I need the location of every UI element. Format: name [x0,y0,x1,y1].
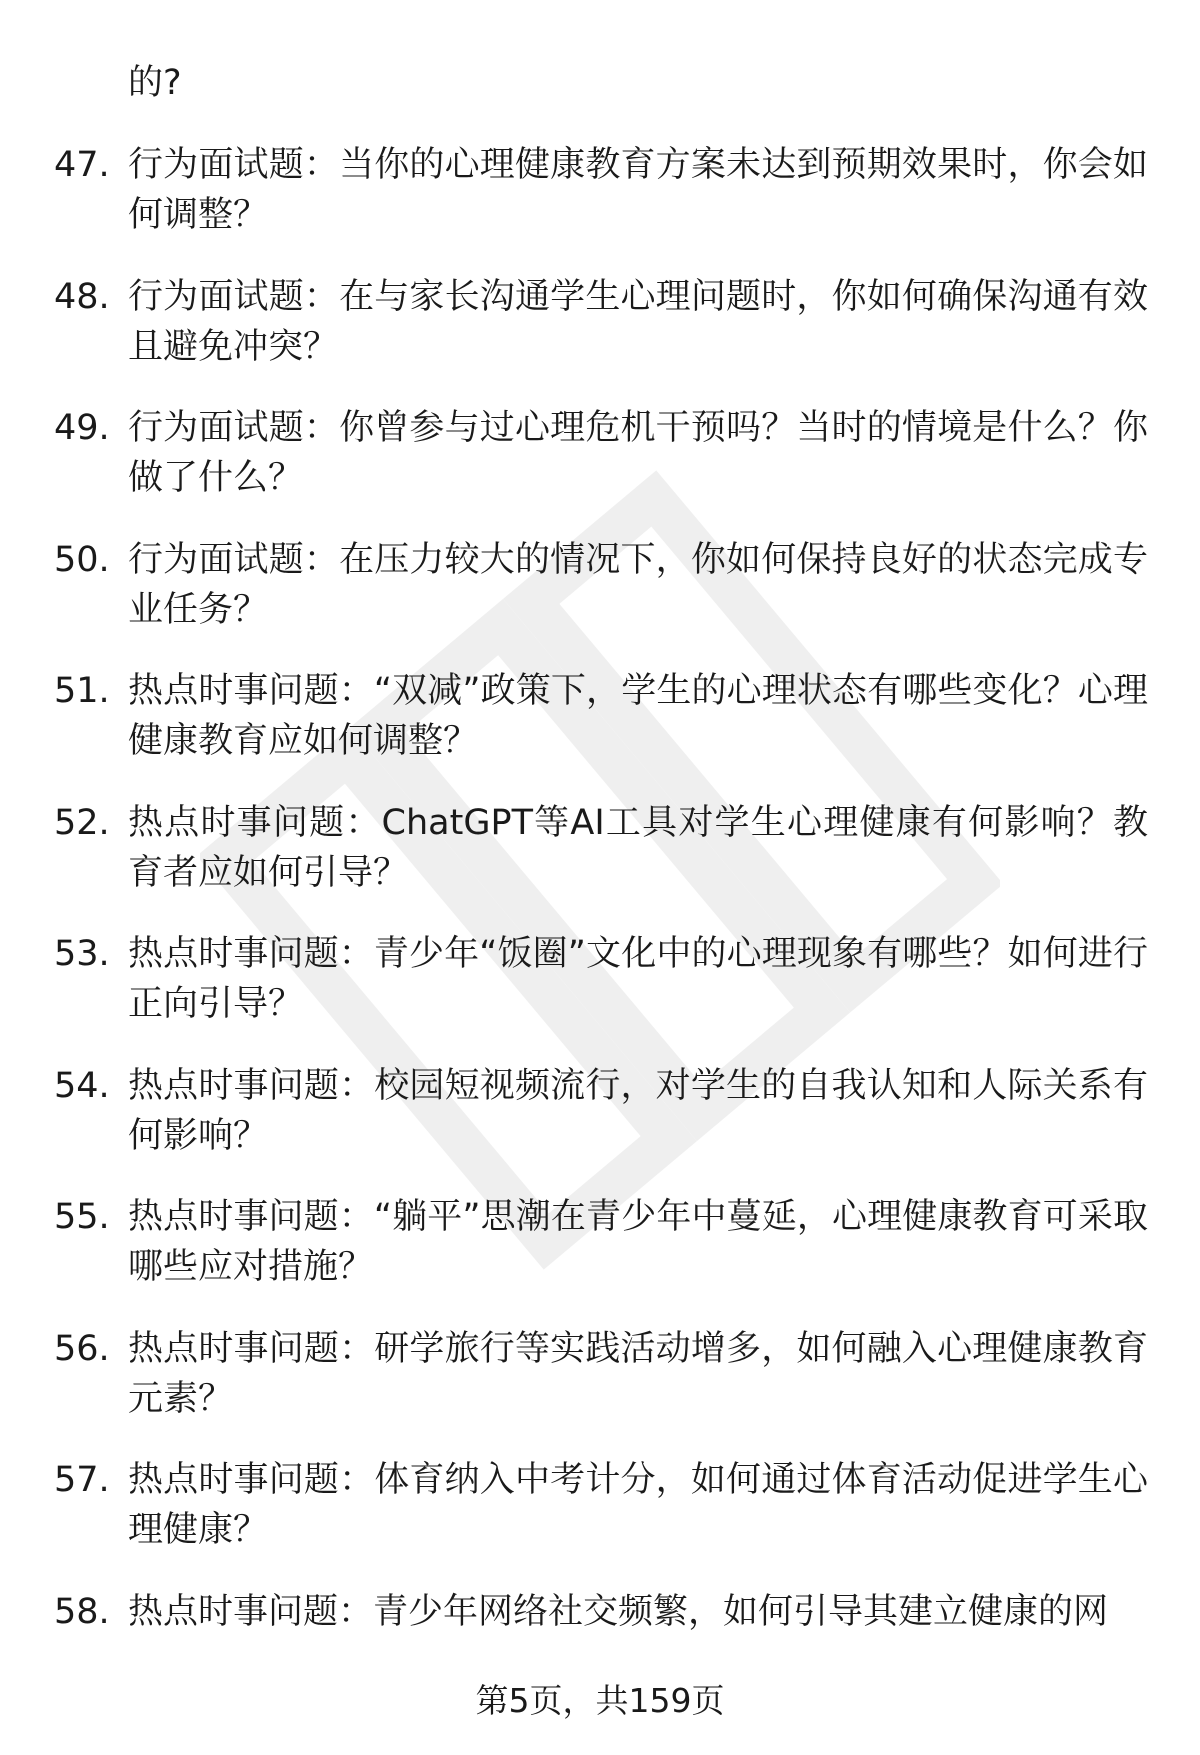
question-text: 行为面试题：当你的心理健康教育方案未达到预期效果时，你会如何调整？ [128,145,1148,235]
question-number: 51. [54,671,110,711]
page-footer: 第5页，共159页 [475,1681,725,1720]
question-text: 热点时事问题：体育纳入中考计分，如何通过体育活动促进学生心理健康？ [128,1460,1148,1550]
question-item [0,403,1200,535]
question-number: 53. [54,934,110,974]
question-item [0,666,1200,798]
question-list [0,140,1200,1718]
question-text: 热点时事问题：青少年网络社交频繁，如何引导其建立健康的网 [128,1591,1109,1632]
question-item [0,929,1200,1061]
question-item [0,1324,1200,1456]
question-text: 热点时事问题：校园短视频流行，对学生的自我认知和人际关系有何影响？ [128,1065,1148,1156]
question-item [0,140,1200,272]
question-item [0,1192,1200,1324]
question-number: 58. [54,1591,110,1632]
question-number: 48. [54,276,110,317]
question-text: 热点时事问题：“双减”政策下，学生的心理状态有哪些变化？心理健康教育应如何调整？ [128,671,1148,761]
question-number: 55. [54,1197,110,1237]
question-number: 49. [54,408,110,448]
question-text: 热点时事问题：研学旅行等实践活动增多，如何融入心理健康教育元素？ [128,1328,1148,1419]
question-item [0,1061,1200,1193]
question-item [0,798,1200,930]
question-item [0,1455,1200,1587]
question-number: 47. [54,145,110,185]
question-item [0,272,1200,404]
question-number: 56. [54,1328,110,1369]
question-number: 57. [54,1460,110,1500]
question-text: 热点时事问题：ChatGPT等AI工具对学生心理健康有何影响？教育者应如何引导？ [128,802,1148,893]
question-text: 热点时事问题：“躺平”思潮在青少年中蔓延，心理健康教育可采取哪些应对措施？ [128,1197,1148,1287]
question-text: 行为面试题：在与家长沟通学生心理问题时，你如何确保沟通有效且避免冲突？ [128,276,1148,367]
question-text: 行为面试题：你曾参与过心理危机干预吗？当时的情境是什么？你做了什么？ [128,408,1148,498]
question-text: 热点时事问题：青少年“饭圈”文化中的心理现象有哪些？如何进行正向引导？ [128,934,1148,1024]
question-number: 54. [54,1065,110,1106]
question-item [0,535,1200,667]
continuation-text: 的? [128,63,182,103]
question-number: 52. [54,802,110,843]
question-text: 行为面试题：在压力较大的情况下，你如何保持良好的状态完成专业任务？ [128,539,1148,630]
question-number: 50. [54,539,110,580]
